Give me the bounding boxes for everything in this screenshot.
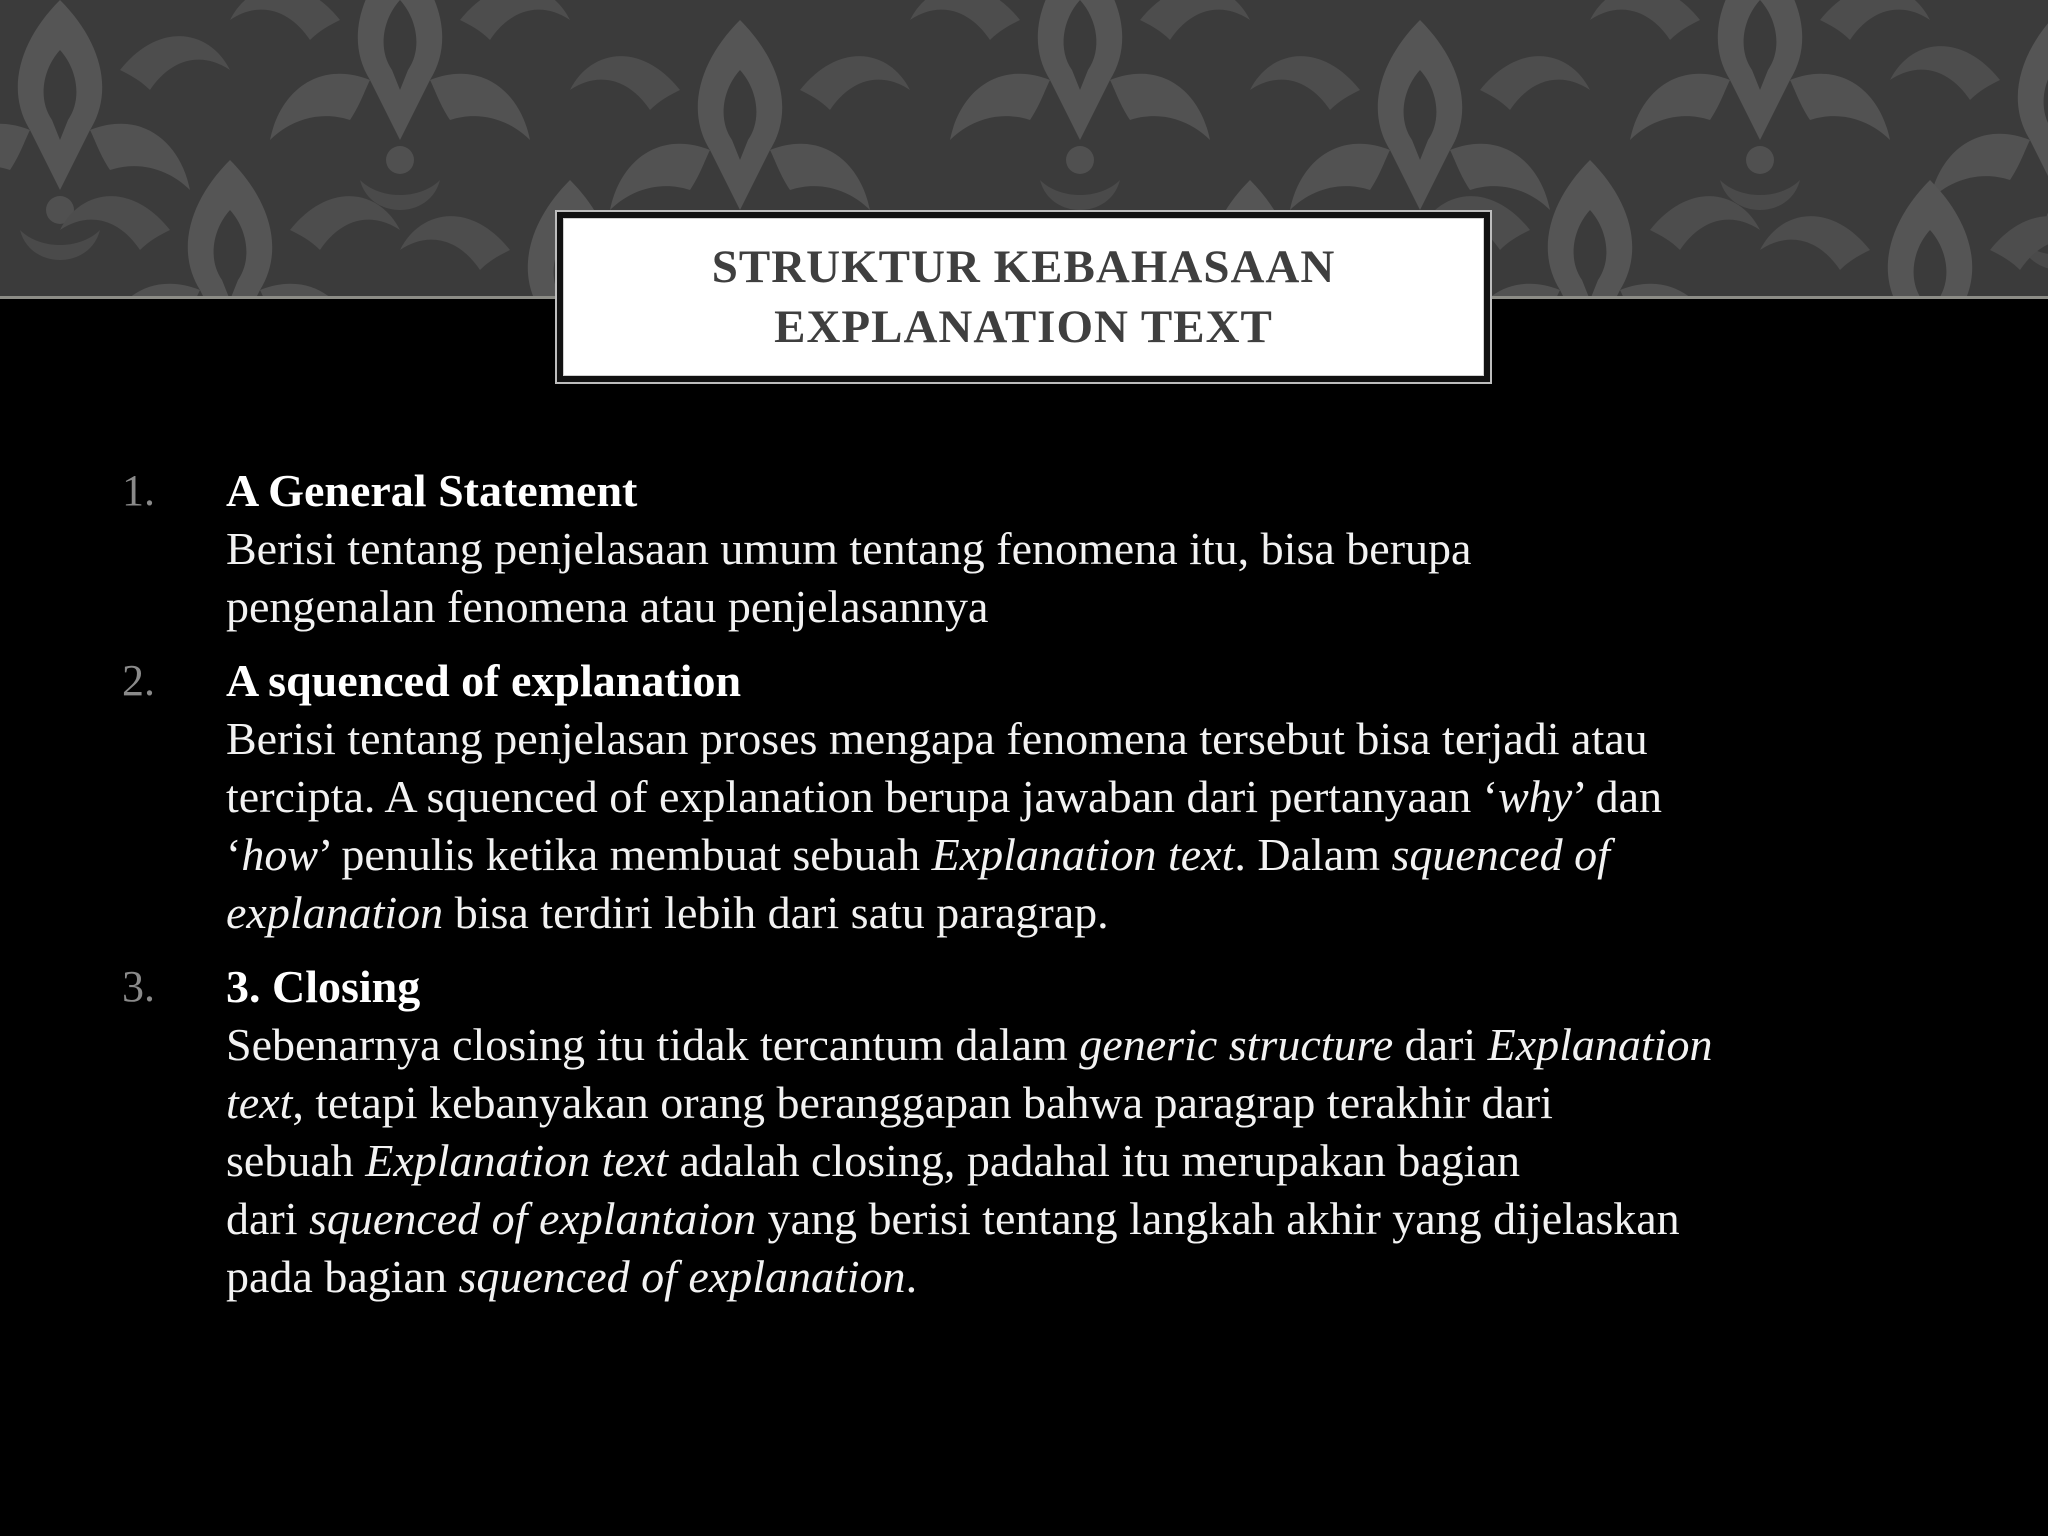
list-item-text-line [226,1074,1926,1132]
list-item-text-line [226,884,1926,942]
text-segment-italic: Explanation text [365,1135,669,1186]
slide-title-line-1: STRUKTUR KEBAHASAAN [711,241,1336,293]
list-item-text-line: pengenalan fenomena atau penjelasannya [226,581,989,632]
list-item-text-line [226,1248,1926,1306]
text-segment: ’ penulis ketika membuat sebuah [318,829,932,880]
list-item-number: 3. [122,962,155,1011]
list-item-text-line [226,826,1926,884]
numbered-list [0,462,2048,1306]
text-segment: tercipta. A squenced of explanation berupa jawaban dari pertanyaan ‘ [226,771,1499,822]
list-item-body [226,652,1926,942]
text-segment: ’ dan [1572,771,1663,822]
text-segment-italic: text [226,1077,293,1128]
text-segment-italic: squenced of [1391,829,1610,880]
text-segment-italic: how [241,829,319,880]
list-item-text-line: Berisi tentang penjelasaan umum tentang fenomena itu, bisa berupa [226,523,1472,574]
list-item-body [226,958,1926,1306]
text-segment: dari [226,1193,310,1244]
list-item-text-line [226,768,1926,826]
text-segment-italic: explanation [226,887,444,938]
text-segment: ‘ [226,829,242,880]
list-item-heading: 3. Closing [226,961,421,1012]
text-segment: . [905,1251,918,1302]
list-item-heading: A General Statement [226,465,638,516]
list-item-text-line [226,710,1926,768]
slide-title-line-2: EXPLANATION TEXT [774,301,1273,353]
list-item-text-line [226,1190,1926,1248]
text-segment: pada bagian [226,1251,459,1302]
text-segment-italic: squenced of explantaion [309,1193,757,1244]
list-item-heading: A squenced of explanation [226,655,742,706]
text-segment: , tetapi kebanyakan orang beranggapan bahwa paragrap terakhir dari [292,1077,1553,1128]
list-item [0,652,2048,942]
list-item-number: 1. [122,466,155,515]
text-segment-italic: generic structure [1079,1019,1394,1070]
text-segment: bisa terdiri lebih dari satu paragrap. [443,887,1109,938]
list-item-body [226,462,1926,636]
text-segment-italic: squenced of explanation [458,1251,906,1302]
text-segment-italic: Explanation [1487,1019,1713,1070]
text-segment: Sebenarnya closing itu tidak tercantum dalam [226,1019,1080,1070]
text-segment: Berisi tentang penjelasan proses mengapa fenomena tersebut bisa terjadi atau [226,713,1648,764]
title-box [563,218,1484,376]
list-item-number: 2. [122,656,155,705]
text-segment-italic: Explanation text [931,829,1235,880]
text-segment: dari [1393,1019,1488,1070]
text-segment: yang berisi tentang langkah akhir yang dijelaskan [756,1193,1680,1244]
title-frame [555,210,1492,384]
list-item-text-line [226,1132,1926,1190]
list-item-text-line [226,1016,1926,1074]
text-segment: sebuah [226,1135,366,1186]
list-item [0,958,2048,1306]
text-segment: adalah closing, padahal itu merupakan bagian [668,1135,1520,1186]
list-item [0,462,2048,636]
text-segment: . Dalam [1234,829,1392,880]
text-segment-italic: why [1498,771,1573,822]
